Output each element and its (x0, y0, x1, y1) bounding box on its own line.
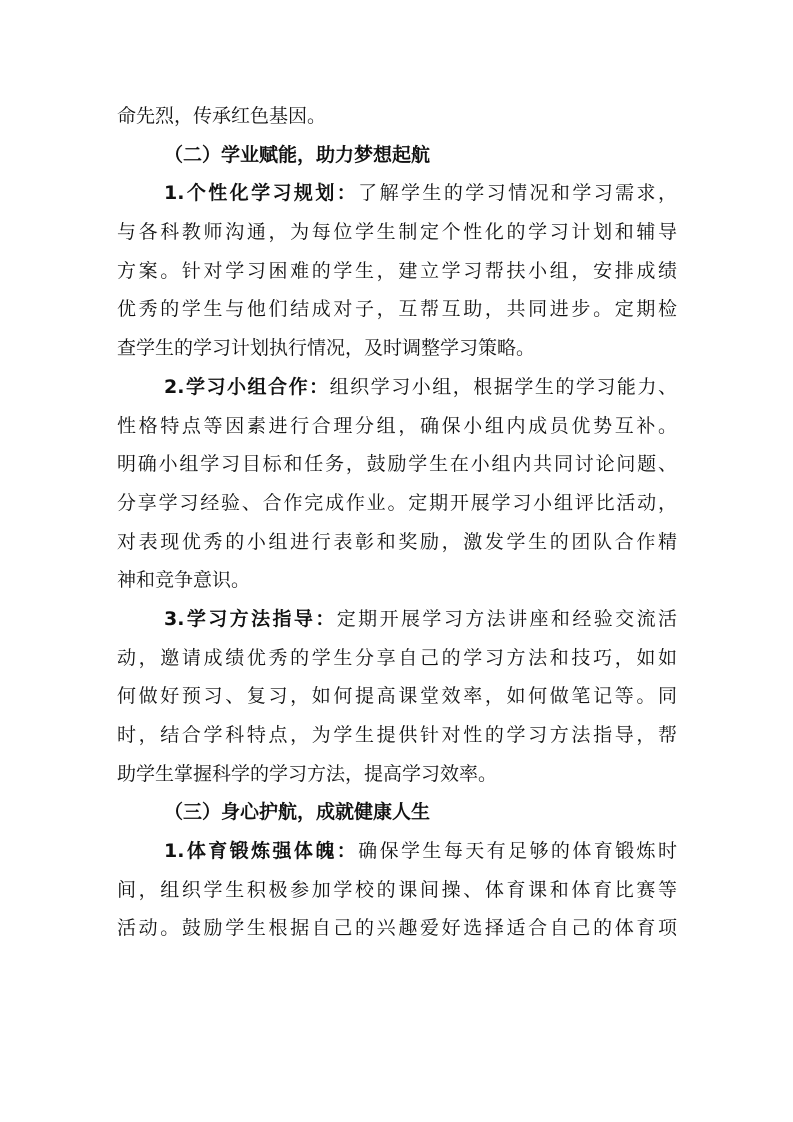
paragraph-line: 活动。鼓励学生根据自己的兴趣爱好选择适合自己的体育项 (117, 917, 677, 940)
item-text: 定期开展学习方法讲座和经验交流活 (336, 607, 677, 630)
item-text: 组织学习小组，根据学生的学习能力、 (329, 375, 677, 398)
section-heading-3: （三）身心护航，成就健康人生 (164, 801, 431, 824)
paragraph-line: 分享学习经验、合作完成作业。定期开展学习小组评比活动， (117, 491, 677, 514)
paragraph-line: 明确小组学习目标和任务，鼓励学生在小组内共同讨论问题、 (117, 453, 677, 476)
paragraph-line: 间，组织学生积极参加学校的课间操、体育课和体育比赛等 (117, 878, 677, 901)
section-heading-2: （二）学业赋能，助力梦想起航 (164, 143, 431, 166)
paragraph-line: 助学生掌握科学的学习方法，提高学习效率。 (117, 762, 498, 785)
item-lead: 1.体育锻炼强体魄： (164, 840, 359, 863)
document-body (117, 97, 677, 948)
paragraph-line: 方案。针对学习困难的学生，建立学习帮扶小组，安排成绩 (117, 259, 677, 282)
paragraph-line (117, 368, 677, 407)
paragraph-line (117, 174, 677, 213)
paragraph-line (117, 832, 677, 871)
paragraph-line: 与各科教师沟通，为每位学生制定个性化的学习计划和辅导 (117, 221, 677, 244)
paragraph-line: 查学生的学习计划执行情况，及时调整学习策略。 (117, 337, 536, 360)
paragraph-line: 动，邀请成绩优秀的学生分享自己的学习方法和技巧，如如 (117, 646, 677, 669)
item-text: 确保学生每天有足够的体育锻炼时 (358, 840, 677, 863)
paragraph-line: 神和竞争意识。 (117, 569, 251, 592)
intro-line: 命先烈，传承红色基因。 (117, 105, 327, 127)
item-text: 了解学生的学习情况和学习需求， (358, 182, 677, 205)
paragraph-line: 性格特点等因素进行合理分组，确保小组内成员优势互补。 (117, 414, 677, 437)
item-lead: 3.学习方法指导： (164, 607, 337, 630)
paragraph-line: 对表现优秀的小组进行表彰和奖励，激发学生的团队合作精 (117, 530, 677, 553)
paragraph-line: 时，结合学科特点，为学生提供针对性的学习方法指导，帮 (117, 724, 677, 746)
item-lead: 1.个性化学习规划： (164, 182, 359, 205)
paragraph-line: 优秀的学生与他们结成对子，互帮互助，共同进步。定期检 (117, 298, 677, 321)
paragraph-line: 何做好预习、复习，如何提高课堂效率，如何做笔记等。同 (117, 685, 677, 708)
item-lead: 2.学习小组合作： (164, 375, 330, 398)
paragraph-line (117, 600, 677, 639)
